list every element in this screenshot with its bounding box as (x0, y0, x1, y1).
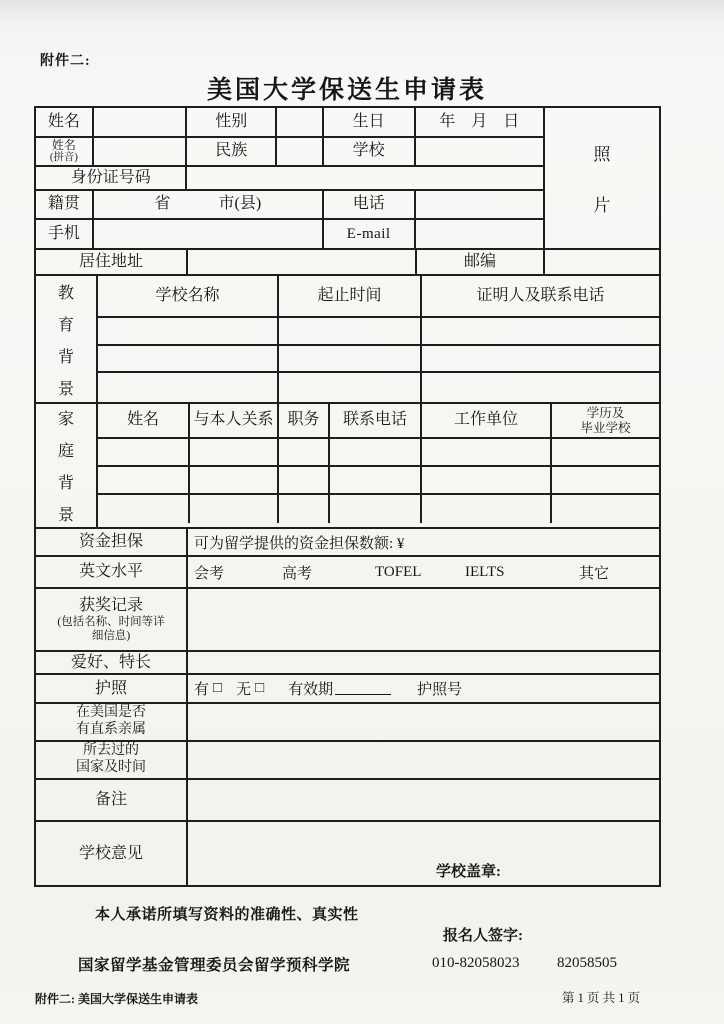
education-empty-row (98, 346, 659, 374)
passport-label: 护照 (36, 675, 188, 702)
application-form-table (34, 106, 661, 887)
english-option-ielts: IELTS (465, 563, 505, 580)
id-value-cell (187, 167, 543, 189)
passport-validity-label: 有效期 (288, 682, 334, 698)
us-relatives-row (36, 704, 659, 742)
funding-row (36, 529, 659, 557)
funding-label: 资金担保 (36, 529, 188, 555)
family-empty-row (98, 467, 659, 495)
passport-validity-blank-line (335, 682, 391, 695)
english-option-tofel: TOFEL (375, 563, 422, 580)
us-relatives-content (188, 704, 659, 740)
name-value-cell (94, 108, 188, 136)
photo-label-char2: 片 (593, 196, 611, 215)
english-option-huikao: 会考 (194, 565, 225, 582)
promise-statement: 本人承诺所填写资料的准确性、真实性 (95, 907, 359, 923)
mobile-label: 手机 (36, 220, 94, 248)
applicant-signature-label: 报名人签字: (443, 928, 523, 944)
phone-value-cell (416, 191, 543, 219)
family-header-degree: 学历及 毕业学校 (580, 406, 631, 435)
school-opinion-label: 学校意见 (36, 822, 188, 885)
passport-have-checkbox-icon: □ (213, 680, 223, 696)
mobile-value-cell (94, 220, 324, 248)
family-header-phone: 联系电话 (330, 404, 422, 437)
photo-box (545, 108, 659, 248)
awards-label: 获奖记录 (包括名称、时间等详 细信息) (36, 589, 188, 650)
english-level-label: 英文水平 (36, 557, 188, 587)
english-option-other: 其它 (579, 565, 610, 582)
row-native-phone (36, 191, 543, 221)
gender-label: 性别 (187, 108, 277, 136)
contact-phone-2: 82058505 (557, 955, 617, 971)
name-label: 姓名 (36, 108, 94, 136)
education-header-reference: 证明人及联系电话 (476, 286, 605, 304)
pinyin-name-label: 姓名 (拼音) (36, 138, 94, 166)
remarks-label: 备注 (36, 780, 188, 820)
english-option-gaokao: 高考 (282, 565, 313, 582)
education-header-period: 起止时间 (279, 276, 422, 316)
email-label: E-mail (324, 220, 416, 248)
passport-row (36, 675, 659, 704)
row-id-number (36, 167, 543, 191)
us-relatives-label: 在美国是否 有直系亲属 (36, 704, 188, 740)
row-name-gender-birth (36, 108, 543, 138)
row-pinyin-ethnic-school (36, 138, 543, 168)
passport-content (188, 675, 659, 702)
personal-fields (36, 108, 545, 248)
zip-value-cell (545, 250, 659, 274)
ethnic-label: 民族 (187, 138, 277, 166)
hobbies-label: 爱好、特长 (36, 652, 188, 673)
family-header-name: 姓名 (98, 404, 190, 437)
school-opinion-content (188, 822, 659, 885)
education-grid (98, 276, 659, 402)
family-empty-row (98, 439, 659, 467)
education-header-row (98, 276, 659, 318)
education-section (36, 276, 659, 404)
education-empty-row (98, 318, 659, 346)
education-empty-row (98, 373, 659, 402)
native-place-label: 籍贯 (36, 191, 94, 219)
address-value-cell (188, 250, 417, 274)
passport-have-label: 有 (194, 682, 210, 698)
awards-content (188, 589, 659, 650)
passport-none-checkbox-icon: □ (255, 680, 265, 696)
passport-none-label: 无 (236, 682, 252, 698)
form-title: 美国大学保送生申请表 (206, 77, 487, 104)
ethnic-value-cell (277, 138, 324, 166)
remarks-row (36, 780, 659, 822)
email-value-cell (416, 220, 543, 248)
organization-name: 国家留学基金管理委员会留学预科学院 (78, 957, 351, 974)
school-value-cell (416, 138, 543, 166)
id-label: 身份证号码 (36, 167, 187, 189)
footer-attachment-note: 附件二: 美国大学保送生申请表 (35, 992, 198, 1006)
birth-label: 生日 (324, 108, 416, 136)
family-section-label: 家 庭 背 景 (36, 404, 98, 527)
visited-countries-row (36, 742, 659, 780)
row-address-zip (36, 250, 659, 276)
remarks-content (188, 780, 659, 820)
family-header-position: 职务 (279, 404, 330, 437)
gender-value-cell (277, 108, 324, 136)
awards-row (36, 589, 659, 652)
school-seal-label: 学校盖章: (436, 864, 501, 880)
hobbies-row (36, 652, 659, 675)
education-header-school: 学校名称 (98, 276, 279, 316)
visited-countries-content (188, 742, 659, 778)
personal-info-block (36, 108, 659, 250)
zip-label: 邮编 (417, 250, 545, 274)
english-level-content (188, 557, 659, 587)
hobbies-content (188, 652, 659, 673)
family-grid (98, 404, 659, 527)
attachment-note: 附件二: (40, 54, 91, 69)
english-level-row (36, 557, 659, 589)
passport-number-label: 护照号 (417, 682, 463, 698)
family-header-employer: 工作单位 (422, 404, 552, 437)
funding-content: 可为留学提供的资金担保数额: ¥ (194, 535, 405, 552)
school-opinion-row (36, 822, 659, 885)
native-place-format: 省 市(县) (94, 191, 324, 219)
family-header-relation: 与本人关系 (190, 404, 279, 437)
address-label: 居住地址 (36, 250, 188, 274)
family-header-row (98, 404, 659, 439)
page-number: 第 1 页 共 1 页 (562, 991, 641, 1005)
education-section-label: 教 育 背 景 (36, 276, 98, 402)
visited-countries-label: 所去过的 国家及时间 (36, 742, 188, 778)
phone-label: 电话 (324, 191, 416, 219)
row-mobile-email (36, 220, 543, 248)
school-label: 学校 (324, 138, 416, 166)
contact-phone-1: 010-82058023 (432, 955, 520, 971)
pinyin-value-cell (94, 138, 188, 166)
photo-label-char1: 照 (593, 145, 611, 164)
family-section (36, 404, 659, 529)
birth-format-cell: 年 月 日 (439, 112, 520, 130)
family-empty-row (98, 495, 659, 523)
